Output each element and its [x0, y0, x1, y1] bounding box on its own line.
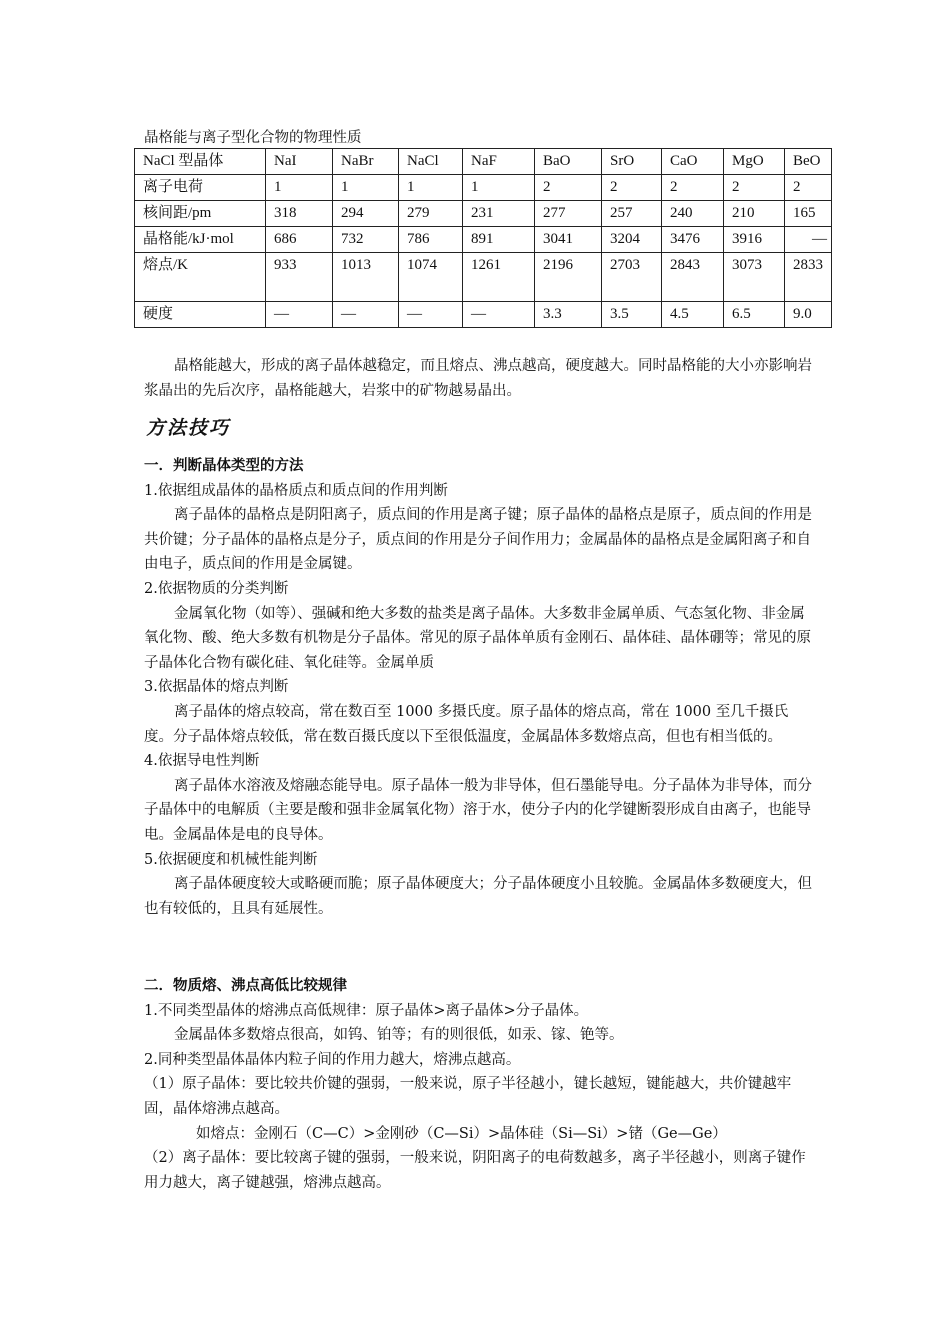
section-heading: 方法技巧	[146, 417, 231, 439]
table-cell: 硬度	[135, 302, 266, 328]
table-cell: BaO	[535, 149, 602, 175]
item-text: 离子晶体的晶格点是阴阳离子，质点间的作用是离子键；原子晶体的晶格点是原子，质点间的作用是共价键；分子晶体的晶格点是分子，质点间的作用是分子间作用力；金属晶体的晶格点是金属阳离子和自由电子，质点间的作用是金属键。	[144, 507, 812, 573]
section-one	[144, 454, 814, 921]
table-row	[135, 201, 832, 227]
table-cell: 786	[399, 227, 463, 253]
table-cell: 熔点/K	[135, 253, 266, 302]
rule-example: 如熔点：金刚石（C—C）>金刚砂（C—Si）>晶体硅（Si—Si）>锗（Ge—Ge）	[196, 1125, 727, 1142]
table-cell: CaO	[662, 149, 724, 175]
table-cell: 3916	[724, 227, 785, 253]
item-title: 3.依据晶体的熔点判断	[144, 679, 289, 696]
item-title: 1.依据组成晶体的晶格质点和质点间的作用判断	[144, 482, 448, 499]
table-cell: 2	[724, 175, 785, 201]
item-title: 5.依据硬度和机械性能判断	[144, 851, 318, 868]
table-cell: NaCl 型晶体	[135, 149, 266, 175]
table-cell: 3204	[602, 227, 662, 253]
table-row	[135, 175, 832, 201]
table-cell: 165	[785, 201, 832, 227]
table-cell: 933	[266, 253, 333, 302]
table-cell: MgO	[724, 149, 785, 175]
table-cell: 晶格能/kJ·mol	[135, 227, 266, 253]
table-cell: 2	[602, 175, 662, 201]
table-row	[135, 227, 832, 253]
table-cell: NaBr	[333, 149, 399, 175]
table-cell: 2	[662, 175, 724, 201]
table-cell: 294	[333, 201, 399, 227]
table-cell: 240	[662, 201, 724, 227]
lattice-energy-table	[134, 148, 832, 328]
table-cell: 9.0	[785, 302, 832, 328]
item-title: 2.依据物质的分类判断	[144, 580, 289, 597]
table-cell: 277	[535, 201, 602, 227]
table-cell: 3041	[535, 227, 602, 253]
table-cell: 891	[463, 227, 535, 253]
table-cell: 1	[463, 175, 535, 201]
table-cell: 279	[399, 201, 463, 227]
table-cell: 318	[266, 201, 333, 227]
item-text: 金属氧化物（如等）、强碱和绝大多数的盐类是离子晶体。大多数非金属单质、气态氢化物、非金属氧化物、酸、绝大多数有机物是分子晶体。常见的原子晶体单质有金刚石、晶体硅、晶体硼等；常见的原子晶体化合物有碳化硅、氧化硅等。金属单质	[144, 605, 811, 671]
rule-line: （1）原子晶体：要比较共价键的强弱，一般来说，原子半径越小，键长越短，键能越大，共价键越牢固，晶体熔沸点越高。	[144, 1076, 792, 1117]
lattice-paragraph	[144, 354, 814, 403]
table-cell: 4.5	[662, 302, 724, 328]
item-text: 离子晶体硬度较大或略硬而脆；原子晶体硬度大；分子晶体硬度小且较脆。金属晶体多数硬度大，但也有较低的，且具有延展性。	[144, 876, 812, 917]
table-cell: 1	[333, 175, 399, 201]
table-cell: 离子电荷	[135, 175, 266, 201]
table-cell: —	[463, 302, 535, 328]
table-cell: 2	[535, 175, 602, 201]
table-row	[135, 253, 832, 302]
table-cell: —	[785, 227, 832, 253]
table-cell: SrO	[602, 149, 662, 175]
item-text: 离子晶体的熔点较高，常在数百至 1000 多摄氏度。原子晶体的熔点高，常在 1000 至几千摄氏度。分子晶体熔点较低，常在数百摄氏度以下至很低温度，金属晶体多数熔点高，但也有相当低的。	[144, 703, 789, 745]
table-cell: 3.5	[602, 302, 662, 328]
rule-line: 1.不同类型晶体的熔沸点高低规律：原子晶体>离子晶体>分子晶体。	[144, 1002, 589, 1019]
item-title: 4.依据导电性判断	[144, 753, 260, 770]
item-text: 离子晶体水溶液及熔融态能导电。原子晶体一般为非导体，但石墨能导电。分子晶体为非导体，而分子晶体中的电解质（主要是酸和强非金属氧化物）溶于水，使分子内的化学键断裂形成自由离子，也能导电。金属晶体是电的良导体。	[144, 777, 812, 843]
table-cell: —	[266, 302, 333, 328]
table-cell: 2196	[535, 253, 602, 302]
table-cell: 257	[602, 201, 662, 227]
table-cell: 6.5	[724, 302, 785, 328]
table-cell: 2	[785, 175, 832, 201]
section-two	[144, 974, 814, 1195]
table-caption: 晶格能与离子型化合物的物理性质	[144, 130, 362, 146]
table-cell: NaF	[463, 149, 535, 175]
table-cell: 1261	[463, 253, 535, 302]
table-cell: 1	[399, 175, 463, 201]
table-header-row	[135, 149, 832, 175]
table-cell: 2703	[602, 253, 662, 302]
table-cell: NaCl	[399, 149, 463, 175]
table-row	[135, 302, 832, 328]
table-cell: 686	[266, 227, 333, 253]
table-cell: 3.3	[535, 302, 602, 328]
table-cell: 2833	[785, 253, 832, 302]
table-cell: —	[399, 302, 463, 328]
paragraph-text: 晶格能越大，形成的离子晶体越稳定，而且熔点、沸点越高，硬度越大。同时晶格能的大小亦影响岩浆晶出的先后次序，晶格能越大，岩浆中的矿物越易晶出。	[144, 358, 812, 399]
rule-line: 金属晶体多数熔点很高，如钨、铂等；有的则很低，如汞、镓、铯等。	[174, 1027, 624, 1044]
table-cell: 210	[724, 201, 785, 227]
table-cell: 1013	[333, 253, 399, 302]
table-cell: 2843	[662, 253, 724, 302]
table-cell: BeO	[785, 149, 832, 175]
table-cell: 1	[266, 175, 333, 201]
table-cell: 3476	[662, 227, 724, 253]
section-one-title: 一．判断晶体类型的方法	[144, 458, 304, 474]
table-cell: 1074	[399, 253, 463, 302]
table-cell: 231	[463, 201, 535, 227]
rule-line: （2）离子晶体：要比较离子键的强弱，一般来说，阴阳离子的电荷数越多，离子半径越小，则离子键作用力越大，离子键越强，熔沸点越高。	[144, 1150, 806, 1191]
table-cell: 3073	[724, 253, 785, 302]
table-cell: NaI	[266, 149, 333, 175]
table-cell: —	[333, 302, 399, 328]
section-two-title: 二．物质熔、沸点高低比较规律	[144, 978, 347, 994]
table-cell: 732	[333, 227, 399, 253]
rule-line: 2.同种类型晶体晶体内粒子间的作用力越大，熔沸点越高。	[144, 1051, 521, 1068]
table-cell: 核间距/pm	[135, 201, 266, 227]
